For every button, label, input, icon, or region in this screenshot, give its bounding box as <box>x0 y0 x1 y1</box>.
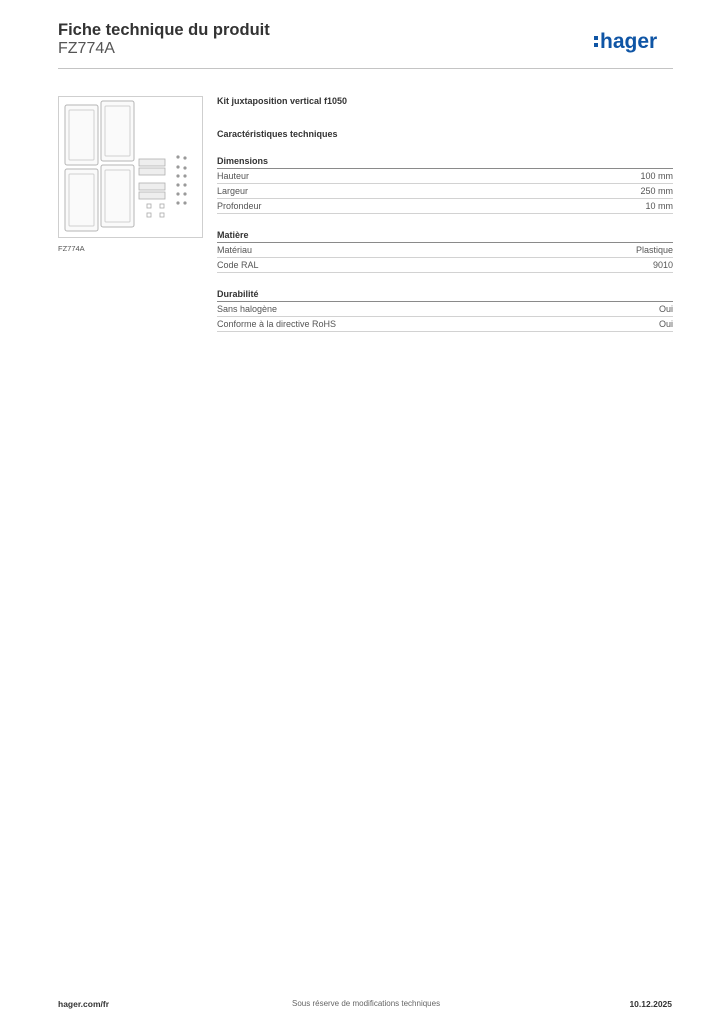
spec-value: Plastique <box>635 245 673 255</box>
spec-value: Oui <box>658 319 673 329</box>
spec-label: Profondeur <box>217 201 262 211</box>
image-caption: FZ774A <box>58 244 85 253</box>
spec-value: Oui <box>658 304 673 314</box>
spec-row <box>217 258 673 273</box>
group-title: Matière <box>217 230 673 243</box>
spec-label: Sans halogène <box>217 304 278 314</box>
spec-row <box>217 199 673 214</box>
spec-label: Largeur <box>217 186 249 196</box>
spec-row <box>217 302 673 317</box>
footer-website: hager.com/fr <box>58 999 110 1009</box>
spec-label: Matériau <box>217 245 253 255</box>
spec-label: Conforme à la directive RoHS <box>217 319 337 329</box>
group-title: Dimensions <box>217 156 673 169</box>
spec-label: Hauteur <box>217 171 250 181</box>
product-name: Kit juxtaposition vertical f1050 <box>217 96 348 106</box>
spec-group-dimensions <box>217 156 673 214</box>
product-illustration <box>59 97 202 237</box>
header-divider <box>58 68 673 69</box>
spec-value: 10 mm <box>645 201 673 211</box>
spec-group-durability <box>217 289 673 332</box>
spec-value: 9010 <box>652 260 673 270</box>
hager-logo <box>594 28 674 56</box>
product-reference: FZ774A <box>58 40 115 57</box>
footer-date: 10.12.2025 <box>629 999 672 1009</box>
spec-row <box>217 317 673 332</box>
spec-value: 250 mm <box>640 186 673 196</box>
spec-row <box>217 184 673 199</box>
logo-text: hager <box>600 30 658 53</box>
spec-group-material <box>217 230 673 273</box>
spec-value: 100 mm <box>640 171 673 181</box>
spec-row <box>217 243 673 258</box>
specifications-panel <box>217 96 673 332</box>
section-title: Caractéristiques techniques <box>217 129 338 139</box>
product-image <box>58 96 203 238</box>
page-title: Fiche technique du produit <box>58 21 270 39</box>
spec-label: Code RAL <box>217 260 259 270</box>
group-title: Durabilité <box>217 289 673 302</box>
footer-disclaimer: Sous réserve de modifications techniques <box>292 999 441 1008</box>
spec-row <box>217 169 673 184</box>
